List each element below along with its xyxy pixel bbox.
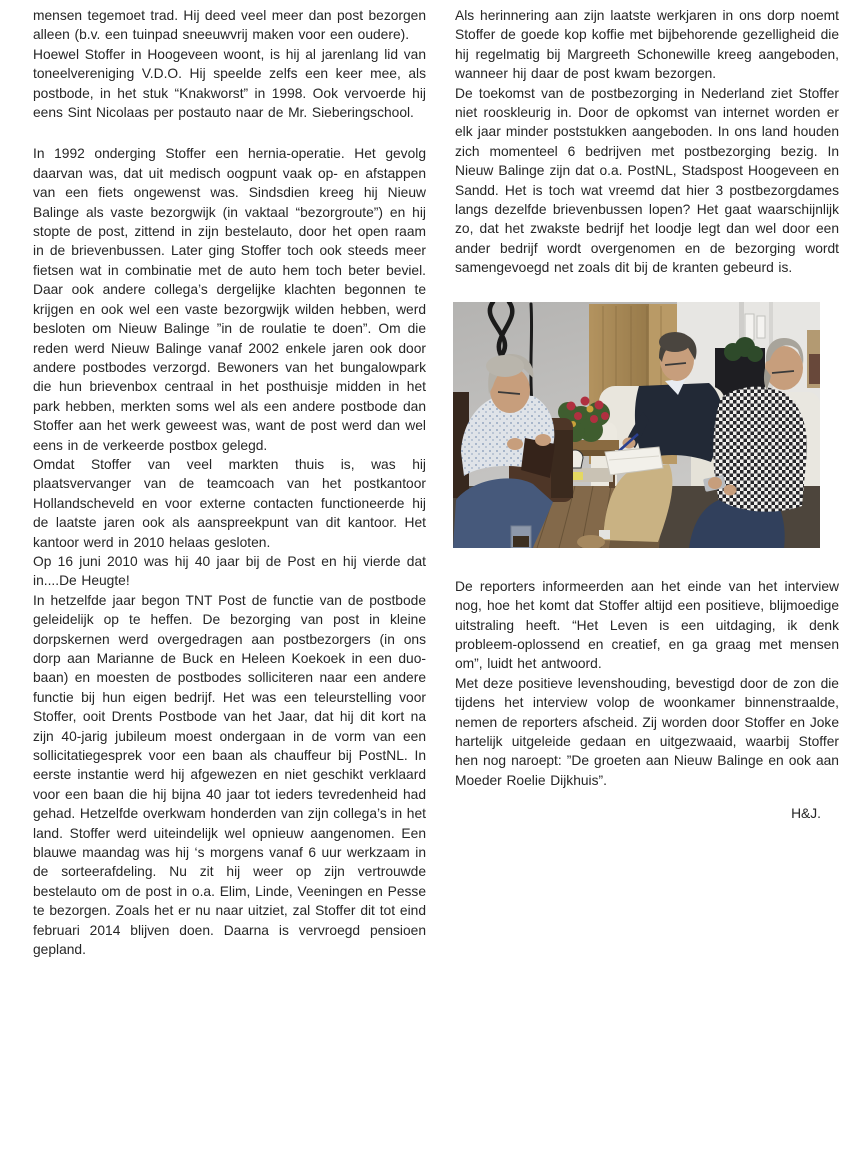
paragraph: Hoewel Stoffer in Hoogeveen woont, is hij al jarenlang lid van toneelvereniging V.D.O. Hij speelde zelfs een keer mee, als postbode, in het stuk “Knakworst” in 1998. Ook vervoerde hij eens Sint Nicolaas per postauto naar de Mr. Sieberingschool. xyxy=(33,46,426,121)
interview-photo xyxy=(453,302,820,548)
paragraph: Omdat Stoffer van veel markten thuis is, was hij plaatsvervanger van de teamcoach van het postkantoor Hollandscheveld en voor externe contacten functioneerde hij de laatste jaren ook als aanspreekpunt van dit kantoor. Het kantoor werd in 2010 helaas gesloten. xyxy=(33,456,426,550)
paragraph: Als herinnering aan zijn laatste werkjaren in ons dorp noemt Stoffer de goede kop koffie met bijbehorende gezelligheid die hij regelmatig bij Margreeth Schonewille kreeg aangeboden, wanneer hij daar de post kwam bezorgen. xyxy=(455,8,839,82)
paragraph: mensen tegemoet trad. Hij deed veel meer dan post bezorgen alleen (b.v. een tuinpad sneeuwvrij maken voor een oudere). xyxy=(33,8,426,43)
right-column xyxy=(455,6,839,824)
paragraph: Op 16 juni 2010 was hij 40 jaar bij de Post en hij vierde dat in....De Heugte! xyxy=(33,553,426,589)
paragraph: De toekomst van de postbezorging in Nederland ziet Stoffer niet rooskleurig in. Door de opkomst van internet worden er elk jaar minder poststukken aangeboden. In ons land houden zich momenteel 6 bedrijven met postbezorging bezig. In Nieuw Balinge zijn dat o.a. PostNL, Stadspost Hoogeveen en Sandd. Het is toch wat vreemd dat hier 3 postbezorgdames langs dezelfde brievenbussen lopen? Het gaat waarschijnlijk zo, dat het zwakste bedrijf het loodje legt dan wel door een ander bedrijf wordt overgenomen en de bezorging wordt samengevoegd net zoals dit bij de kranten gebeurd is. xyxy=(455,85,839,276)
paragraph: In 1992 onderging Stoffer een hernia-operatie. Het gevolg daarvan was, dat uit medisch oogpunt vaak op- en afstappen van een fiets ongewenst was. Sindsdien kreeg hij Nieuw Balinge als vaste bezorgwijk (in vaktaal “bezorgroute”) en hij stopte de post, zittend in zijn bestelauto, door het open raam in de brievenbussen. Later ging Stoffer toch ook steeds meer fietsen wat in combinatie met de auto hem toch beter beviel. Daar ook andere collega’s dergelijke klachten begonnen te krijgen en ook wel een vaste bezorgwijk wilden hebben, werd besloten om Nieuw Balinge ”in de roulatie te doen”. Om die reden werd Nieuw Balinge vanaf 2002 enkele jaren ook door andere postbodes verzorgd. Bewoners van het bungalowpark die hun brievenbox centraal in het posthuisje midden in het park hebben, merkten soms wel als een andere postbode dan Stoffer aan het werk geweest was, want de post werd dan wel eens in de verkeerde postbox gelegd. xyxy=(33,146,426,453)
signature: H&J. xyxy=(791,806,821,822)
drinking-glass xyxy=(511,526,531,548)
paragraph: De reporters informeerden aan het einde van het interview nog, hoe het komt dat Stoffer altijd een positieve, blijmoedige uitstraling heeft. “Het Leven is een uitdaging, ik denk probleem-oplossend en creatief, en ga graag met mensen om”, luidt het antwoord. xyxy=(455,578,839,672)
paragraph: Met deze positieve levenshouding, bevestigd door de zon die tijdens het interview volop de woonkamer binnenstraalde, nemen de reporters afscheid. Zij worden door Stoffer en Joke hartelijk uitgeleide gedaan en uitgezwaaid, waarbij Stoffer hen nog naroept: ”De groeten aan Nieuw Balinge en ook aan Moeder Roelie Dijkhuis”. xyxy=(455,675,839,788)
left-column xyxy=(33,6,426,960)
paragraph: In hetzelfde jaar begon TNT Post de functie van de postbode geleidelijk op te heffen. De bezorging van post in kleine dorpskernen werd overgedragen aan postbezorgers (in ons dorp aan Marianne de Buck en Heleen Koekoek in een duo-baan) en moesten de postbodes solliciteren naar een andere functie bij hun eigen bedrijf. Het was een teleurstelling voor Stoffer, ooit Drents Postbode van het Jaar, dat hij dit kort na zijn 40-jarig jubileum moest ondergaan in de vorm van een sollicitatiegesprek voor een baan als chauffeur bij PostNL. In eerste instantie werd hij afgewezen en niet geschikt verklaard voor een baan die hij bijna 40 jaar tot ieders tevredenheid had gehad. Hetzelfde overkwam honderden van zijn collega’s in het land. Stoffer werd uiteindelijk wel opnieuw aangenomen. Een blauwe maandag was hij ‘s morgens vanaf 6 uur werkzaam in de sorteerafdeling. Nu zit hij weer op zijn vertrouwde bestelauto om de post in o.a. Elim, Linde, Veeningen en Pesse te bezorgen. Zoals het er nu naar uitziet, zal Stoffer dit tot eind februari 2014 blijven doen. Daarna is vervroegd pensioen gepland. xyxy=(33,592,426,958)
photo-illustration xyxy=(453,302,820,548)
